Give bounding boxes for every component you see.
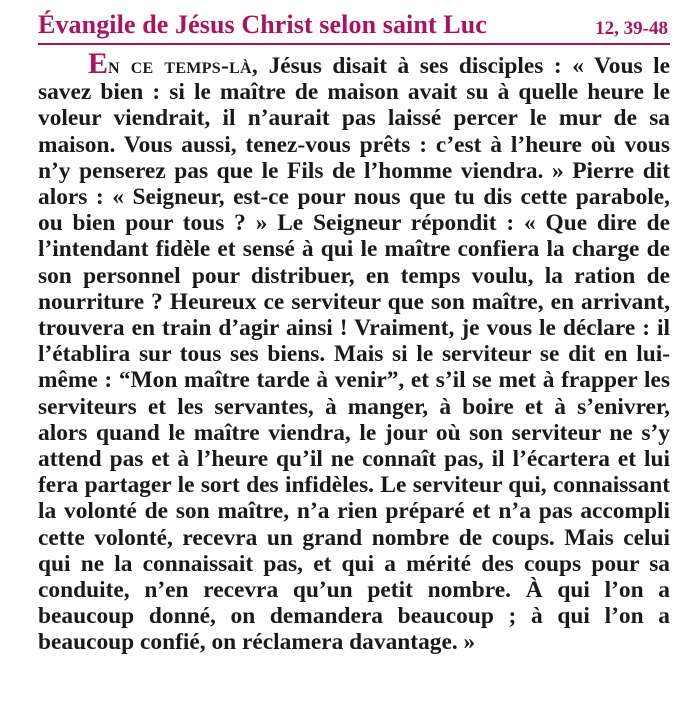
gospel-body: Jésus disait à ses disciples : « Vous le savez bien : si le maître de maison avait su à quelle heure le voleur viendrait, il n’aurait pas laissé percer le mur de sa maison. Vous aussi, tenez-vous prêts : c’est à l’heure où vous n’y penserez pas que le Fils de l’homme viendra. » Pierre dit alors : « Seigneur, est-ce pour nous que tu dis cette parabole, ou bien pour tous ? » Le Seigneur répondit : « Que dire de l’intendant fidèle et sensé à qui le maître confiera la charge de son personnel pour distribuer, en temps voulu, la ration de nourriture ? Heureux ce serviteur que son maître, en arrivant, trouvera en train d’agir ainsi ! Vraiment, je vous le déclare : il l’établira sur tous ses biens. Mais si le serviteur se dit en lui-même : “Mon maître tarde à venir”, et s’il se met à frapper les serviteurs et les servantes, à manger, à boire et à s’enivrer, alors quand le maître viendra, le jour où son serviteur ne s’y attend pas et à l’heure qu’il ne connaît pas, il l’écartera et lui fera partager le sort des infidèles. Le serviteur qui, connaissant la volonté de son maître, n’a rien préparé et n’a pas accompli cette volonté, recevra un grand nombre de coups. Mais celui qui ne la connaissait pas, et qui a mérité des coups pour sa conduite, n’en recevra qu’un petit nombre. À qui l’on a beaucoup donné, on demandera beaucoup ; à qui l’on a beaucoup confié, on réclamera davantage. » — [38, 53, 670, 656]
gospel-text — [38, 47, 670, 656]
page-title: Évangile de Jésus Christ selon saint Luc — [38, 10, 487, 39]
header — [38, 0, 670, 45]
opening-smallcaps: n ce temps-là, — [108, 53, 259, 79]
drop-cap: E — [88, 47, 109, 80]
verse-reference: 12, 39-48 — [595, 18, 668, 39]
